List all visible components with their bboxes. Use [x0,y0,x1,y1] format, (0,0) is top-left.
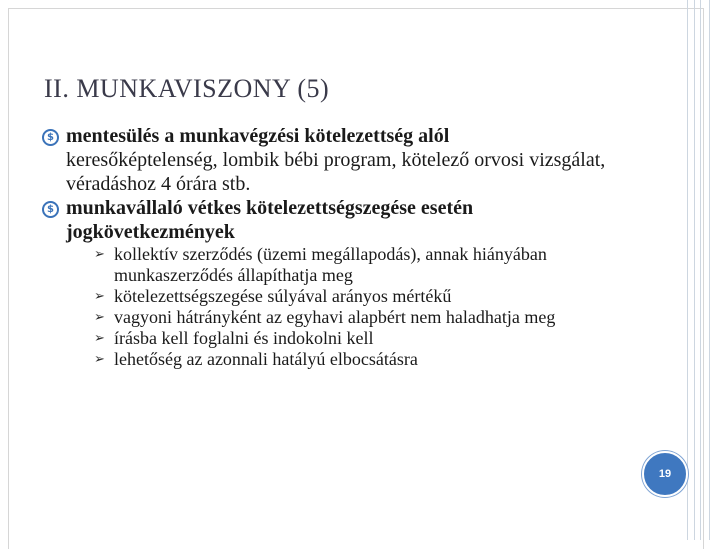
dollar-circle-icon: $ [42,129,59,146]
list-item: ➢ kötelezettségszegése súlyával arányos mértékű [94,286,452,306]
bullet-heading: munkavállaló vétkes kötelezettségszegése esetén jogkövetkezmények [66,197,474,243]
rail-line [700,0,701,540]
rail-line [694,0,695,540]
list-item: ➢ vagyoni hátrányként az egyhavi alapbért nem haladhatja meg [94,307,556,327]
list-item: ➢ írásba kell foglalni és indokolni kell [94,328,374,348]
arrow-icon: ➢ [94,289,105,304]
arrow-icon: ➢ [94,331,105,346]
dollar-circle-icon: $ [42,201,59,218]
consequence-list [44,244,644,370]
rail-line [709,0,710,540]
list-item: ➢ lehetőség az azonnali hatályú elbocsátásra [94,349,418,369]
list-item: ➢ kollektív szerződés (üzemi megállapodás), annak hiányában munkaszerződés állapíthatja meg [94,244,547,285]
slide-content [44,124,644,370]
bullet-heading: mentesülés a munkavégzési kötelezettség alól [66,125,450,147]
arrow-icon: ➢ [94,352,105,367]
bullet-detail: keresőképtelenség, lombik bébi program, kötelező orvosi vizsgálat, véradáshoz 4 órára stb. [66,149,606,195]
arrow-icon: ➢ [94,247,105,262]
bullet-consequences [44,196,644,244]
bullet-exemption [44,124,644,196]
page-number-badge: 19 [642,451,688,497]
arrow-icon: ➢ [94,310,105,325]
rail-line [687,0,688,540]
slide-title: II. MUNKAVISZONY (5) [44,74,330,103]
